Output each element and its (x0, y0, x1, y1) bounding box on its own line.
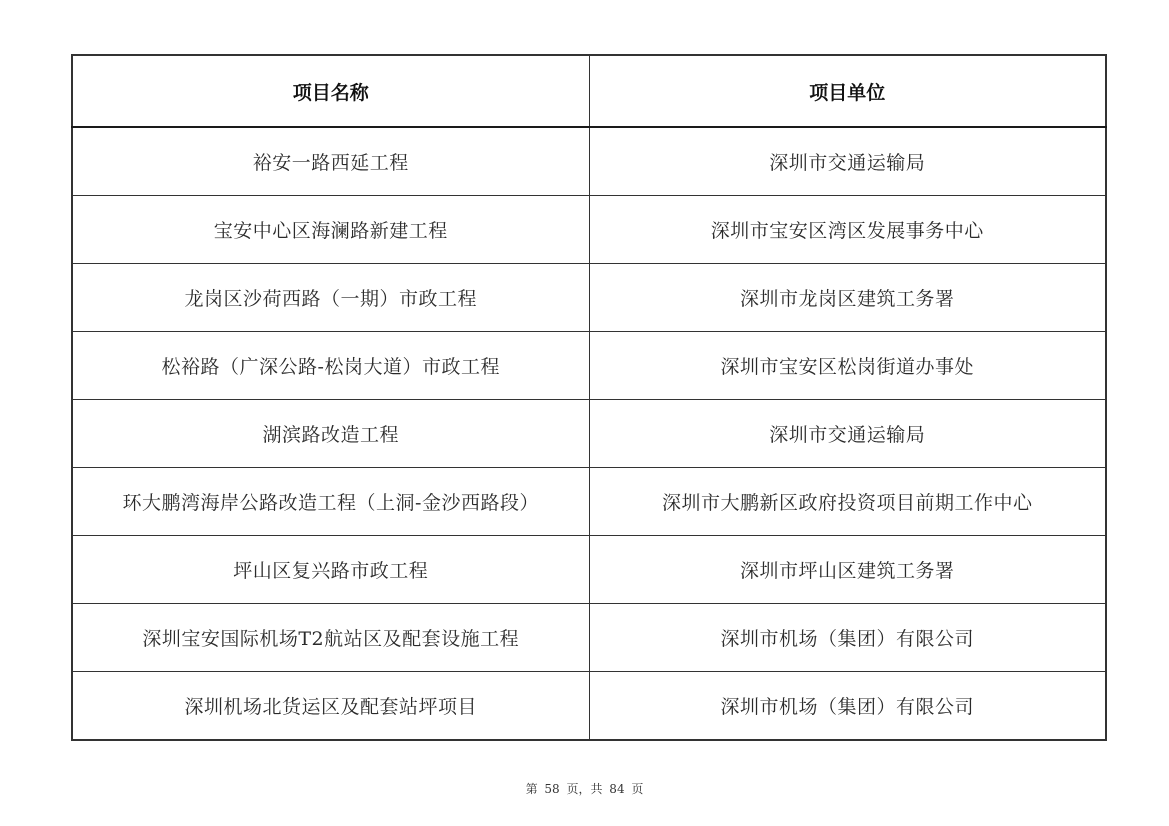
table-row (72, 672, 1106, 741)
project-name-cell: 深圳宝安国际机场T2航站区及配套设施工程 (72, 604, 589, 672)
table-row (72, 536, 1106, 604)
table-row (72, 332, 1106, 400)
project-unit-cell: 深圳市宝安区松岗街道办事处 (589, 332, 1106, 400)
project-name-cell: 宝安中心区海澜路新建工程 (72, 196, 589, 264)
header-project-name: 项目名称 (72, 55, 589, 127)
project-unit-cell: 深圳市机场（集团）有限公司 (589, 672, 1106, 741)
header-project-unit: 项目单位 (589, 55, 1106, 127)
table-row (72, 196, 1106, 264)
project-name-cell: 坪山区复兴路市政工程 (72, 536, 589, 604)
table-header-row (72, 55, 1106, 127)
table-row (72, 127, 1106, 196)
table-row (72, 400, 1106, 468)
project-name-cell: 深圳机场北货运区及配套站坪项目 (72, 672, 589, 741)
table-row (72, 264, 1106, 332)
table-row (72, 604, 1106, 672)
project-unit-cell: 深圳市宝安区湾区发展事务中心 (589, 196, 1106, 264)
project-name-cell: 松裕路（广深公路-松岗大道）市政工程 (72, 332, 589, 400)
project-unit-cell: 深圳市机场（集团）有限公司 (589, 604, 1106, 672)
project-unit-cell: 深圳市交通运输局 (589, 400, 1106, 468)
project-unit-cell: 深圳市坪山区建筑工务署 (589, 536, 1106, 604)
page-number-footer: 第 58 页，共 84 页 (525, 782, 644, 796)
project-name-cell: 环大鹏湾海岸公路改造工程（上洞-金沙西路段） (72, 468, 589, 536)
table-row (72, 468, 1106, 536)
project-unit-cell: 深圳市交通运输局 (589, 127, 1106, 196)
project-name-cell: 龙岗区沙荷西路（一期）市政工程 (72, 264, 589, 332)
project-name-cell: 裕安一路西延工程 (72, 127, 589, 196)
project-table (71, 54, 1107, 741)
project-name-cell: 湖滨路改造工程 (72, 400, 589, 468)
project-unit-cell: 深圳市大鹏新区政府投资项目前期工作中心 (589, 468, 1106, 536)
project-unit-cell: 深圳市龙岗区建筑工务署 (589, 264, 1106, 332)
